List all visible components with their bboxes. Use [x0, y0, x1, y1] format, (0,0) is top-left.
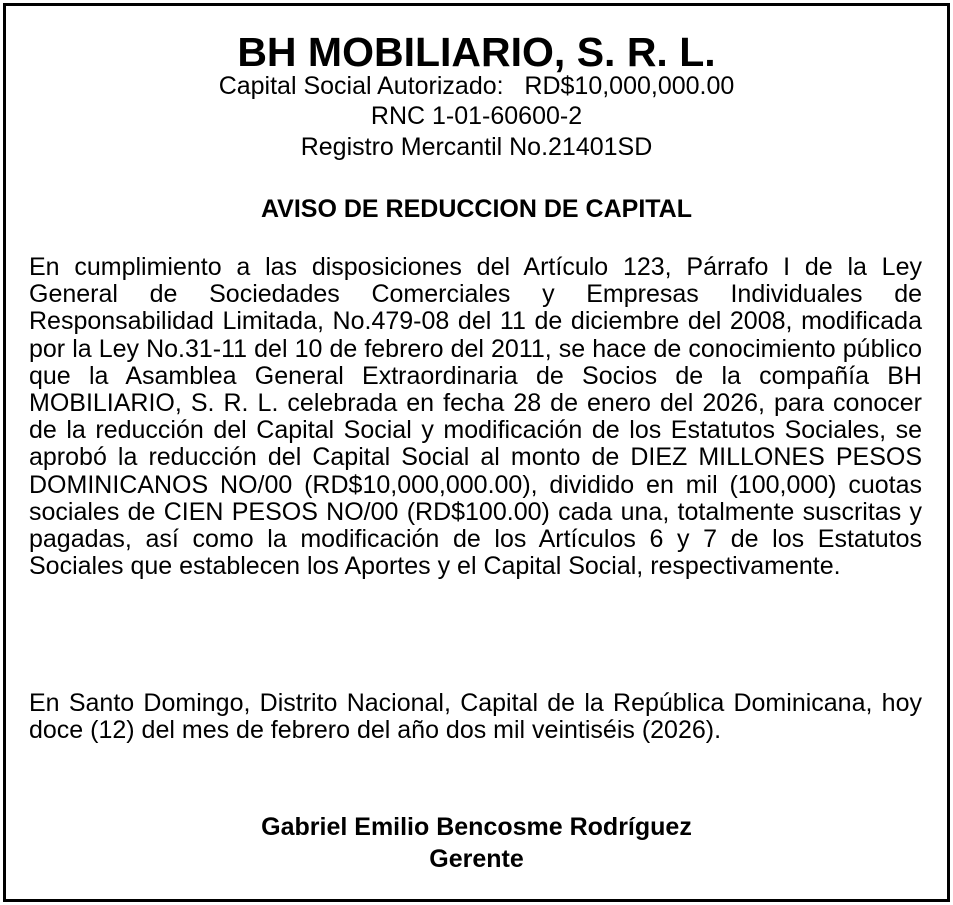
mercantile-registry: Registro Mercantil No.21401SD: [300, 133, 653, 161]
signer-name: Gabriel Emilio Bencosme Rodríguez: [261, 813, 692, 841]
signer-title: Gerente: [429, 845, 524, 873]
company-name: BH MOBILIARIO, S. R. L.: [237, 29, 716, 75]
legal-notice: [3, 3, 950, 902]
notice-subject: AVISO DE REDUCCION DE CAPITAL: [260, 195, 693, 223]
authorized-capital: Capital Social Autorizado: RD$10,000,000.00: [218, 72, 735, 100]
notice-body-paragraph: En cumplimiento a las disposiciones del Artículo 123, Párrafo I de la Ley General de Sociedades Comerciales y Empresas Individuales de Responsabilidad Limitada, No.479-08 del 11 de diciembre del 2008, modificada por la Ley No.31-11 del 10 de febrero del 2011, se hace de conocimiento público que la Asamblea General Extraordinaria de Socios de la compañía BH MOBILIARIO, S. R. L. celebrada en fecha 28 de enero del 2026, para conocer de la reducción del Capital Social y modificación de los Estatutos Sociales, se aprobó la reducción del Capital Social al monto de DIEZ MILLONES PESOS DOMINICANOS NO/00 (RD$10,000,000.00), dividido en mil (100,000) cuotas sociales de CIEN PESOS NO/00 (RD$100.00) cada una, totalmente suscritas y pagadas, así como la modificación de los Artículos 6 y 7 de los Estatutos Sociales que establecen los Aportes y el Capital Social, respectivamente.: [29, 253, 922, 581]
notice-closing-paragraph: En Santo Domingo, Distrito Nacional, Capital de la República Dominicana, hoy doce (12) del mes de febrero del año dos mil veintiséis (2026).: [29, 689, 922, 745]
rnc-number: RNC 1-01-60600-2: [370, 102, 583, 130]
